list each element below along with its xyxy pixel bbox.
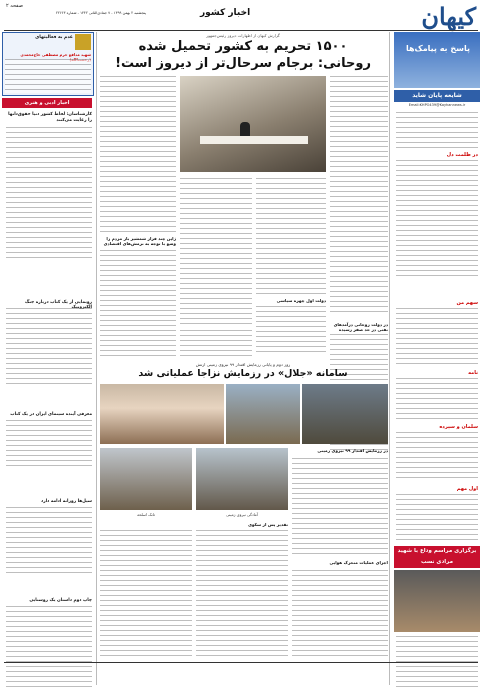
text-block — [6, 507, 92, 577]
text-block — [396, 308, 478, 366]
text-block — [256, 178, 326, 296]
right-column — [392, 32, 480, 692]
subheading: رونمایی از یک کتاب درباره جنگ — [24, 300, 92, 305]
column-divider — [96, 32, 97, 685]
text-block — [396, 160, 478, 278]
masthead — [0, 0, 482, 30]
subheading: اول مهم — [456, 486, 478, 492]
text-block — [6, 420, 92, 468]
text-block — [180, 178, 252, 326]
subheading: در رزمایش اقتدار ۹۹ نیروی زمینی — [317, 448, 388, 453]
kicker: گزارش کیهان از اظهارات دیروز رئیس‌جمهور — [206, 33, 280, 38]
text-block — [6, 606, 92, 688]
text-block — [396, 494, 478, 542]
contact-email: Email:KHPO439@Kayhannews.ir — [408, 103, 466, 107]
photo-caption: آمادگی نیروی زمینی — [226, 512, 258, 517]
ad-banner-text: پاسخ به پیامک‌ها — [405, 44, 470, 53]
conference-table — [200, 136, 308, 144]
meeting-photo — [180, 76, 326, 172]
subheading: کارشناسان: لحاظ کشور دنیا حقوق‌دانها را رعایت می‌کنند — [8, 112, 92, 123]
subheading: معرفی آینده سینمای ایران در یک کتاب — [10, 412, 92, 417]
column-divider — [389, 32, 390, 685]
second-headline: سامانه «جلال» در رزمایش نزاجا عملیاتی شد — [138, 368, 348, 379]
tank-photo — [100, 448, 192, 510]
photo-caption: روز دوم و پایانی رزمایش اقتدار ۹۹ نیروی زمینی ارتش — [195, 362, 291, 367]
text-block — [100, 530, 192, 656]
helicopter-photo — [302, 384, 388, 444]
subheading: در دولت روحانی درآمدهای نفتی در حد صفر رسیده — [333, 322, 388, 332]
box-emblem-icon — [75, 34, 91, 50]
subheading: تقدیر پس از سکوی — [248, 522, 288, 527]
section-title: اخبار کشور — [200, 8, 251, 18]
page-number: صفحه ۲ — [6, 3, 23, 9]
text-block — [396, 378, 478, 420]
subheading: اجرای عملیات متحرک هوایی — [329, 560, 388, 565]
subheading: ژاپن چند فرار شمشیر بار مردم را وضع با توجه به نرمش‌های اقتصادی — [103, 236, 176, 246]
text-block — [180, 330, 252, 358]
headline-primary: ۱۵۰۰ تحریم به کشور تحمیل شده — [138, 39, 348, 54]
text-block — [396, 432, 478, 482]
text-block — [292, 570, 388, 656]
text-block — [100, 250, 176, 358]
subheading: نامه — [468, 370, 478, 376]
speaker-figure — [240, 122, 250, 136]
subheading: سلمان و سپرده — [439, 424, 478, 430]
text-block — [256, 306, 326, 356]
headline-secondary: روحانی: برجام سرحال‌تر از دیروز است! — [115, 56, 371, 71]
masthead-rule — [4, 30, 478, 31]
top-box-subtitle: شهید مدافع حرم مصطفی حاج‌محمدی — [20, 52, 91, 57]
text-block — [292, 458, 388, 554]
footer-rule — [4, 662, 478, 663]
date-line: پنجشنبه ۲ بهمن ۱۳۹۹ - ۷ جمادی‌الثانی ۱۴۴۲ - شماره ۲۲۶۶۳ — [55, 11, 146, 15]
text-block — [5, 59, 91, 93]
text-block — [6, 127, 92, 259]
top-box — [2, 32, 94, 96]
subheading: دولت اول چهره سیاسی — [276, 298, 326, 303]
subheading: چاپ دوم داستان یک روستایی — [29, 598, 92, 603]
ad-title-bar: شایعه پایان شاید — [394, 90, 480, 102]
text-block — [6, 308, 92, 388]
funeral-headline-box: برگزاری مراسم وداع با شهید مرادی نسب — [394, 546, 480, 568]
text-block — [196, 530, 288, 656]
aircraft-photo — [226, 384, 300, 444]
text-block — [396, 112, 478, 150]
top-box-title: عدم به فعالیتهای — [35, 35, 73, 40]
subheading: سیل‌ها روزانه ادامه دارد — [41, 499, 92, 504]
newspaper-logo: کیهان — [421, 2, 476, 31]
funeral-photo — [394, 570, 480, 632]
subheading: سهم من — [456, 300, 478, 306]
photo-caption: تانک اسلحه — [137, 512, 155, 517]
text-block — [100, 76, 176, 234]
text-block — [330, 76, 388, 316]
troops-photo — [196, 448, 288, 510]
arts-news-box: اخبار ادبی و هنری — [2, 98, 92, 108]
explosion-photo — [100, 384, 224, 444]
left-column — [2, 32, 94, 692]
sky-ad-banner — [394, 32, 480, 88]
subheading: در ظلمت دل — [446, 152, 478, 158]
